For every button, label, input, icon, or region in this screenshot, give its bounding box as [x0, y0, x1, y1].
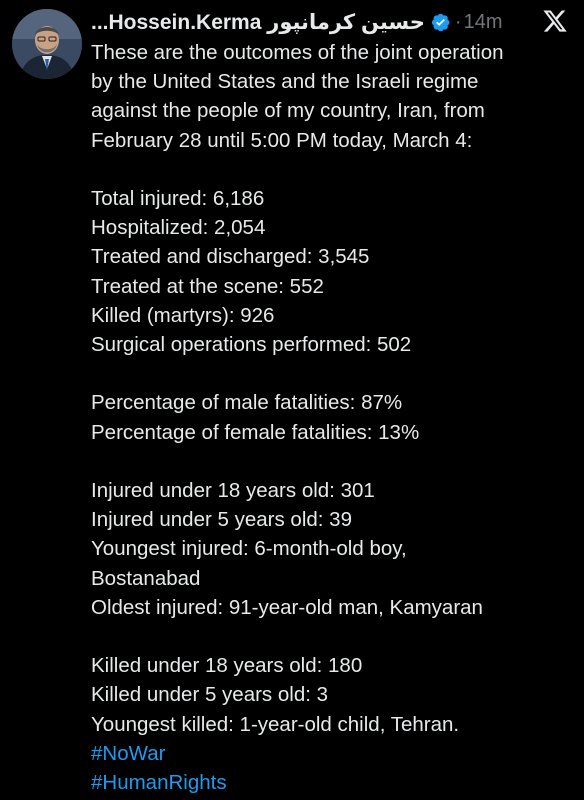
stat-surgeries: Surgical operations performed: 502: [91, 333, 412, 357]
tweet-line: These are the outcomes of the joint operation: [91, 41, 504, 64]
paragraph-break: [91, 447, 571, 476]
stat-injured-under-18: Injured under 18 years old: 301: [91, 479, 375, 502]
x-logo-icon[interactable]: [542, 8, 568, 34]
stat-treated-scene: Treated at the scene: 552: [91, 274, 324, 298]
tweet-line: February 28 until 5:00 PM today, March 4:: [91, 128, 473, 152]
tweet-line: by the United States and the Israeli regime: [91, 70, 479, 94]
stat-discharged: Treated and discharged: 3,545: [91, 245, 370, 269]
hashtag-nowar[interactable]: #NoWar: [91, 741, 166, 765]
avatar[interactable]: [12, 9, 82, 79]
stat-youngest-injured-location: Bostanabad: [91, 566, 201, 590]
stat-injured-under-5: Injured under 5 years old: 39: [91, 508, 352, 532]
tweet-text: [91, 38, 571, 797]
hashtag-humanrights[interactable]: #HumanRights: [91, 771, 227, 795]
profile-photo: [12, 9, 82, 79]
stat-youngest-killed: Youngest killed: 1-year-old child, Tehran.: [91, 712, 460, 736]
verified-badge-icon[interactable]: [430, 12, 451, 33]
stat-youngest-injured: Youngest injured: 6-month-old boy,: [91, 537, 407, 561]
stat-female-fatalities: Percentage of female fatalities: 13%: [91, 420, 420, 444]
stat-male-fatalities: Percentage of male fatalities: 87%: [91, 391, 403, 415]
stat-killed-under-5: Killed under 5 years old: 3: [91, 683, 329, 707]
tweet-line: against the people of my country, Iran, from: [91, 99, 485, 123]
header-separator: ·: [454, 10, 462, 33]
paragraph-break: [91, 359, 571, 388]
tweet-timestamp[interactable]: 14m: [463, 10, 503, 33]
paragraph-break: [91, 622, 571, 651]
stat-killed: Killed (martyrs): 926: [91, 303, 275, 327]
stat-oldest-injured: Oldest injured: 91-year-old man, Kamyaran: [91, 595, 483, 619]
stat-hospitalized: Hospitalized: 2,054: [91, 216, 266, 240]
stat-total-injured: Total injured: 6,186: [91, 187, 265, 210]
author-display-name[interactable]: ...Hossein.Kerma حسین کرمانپور: [91, 10, 425, 34]
tweet-header: [91, 8, 581, 36]
stat-killed-under-18: Killed under 18 years old: 180: [91, 654, 363, 678]
paragraph-break: [91, 155, 571, 184]
